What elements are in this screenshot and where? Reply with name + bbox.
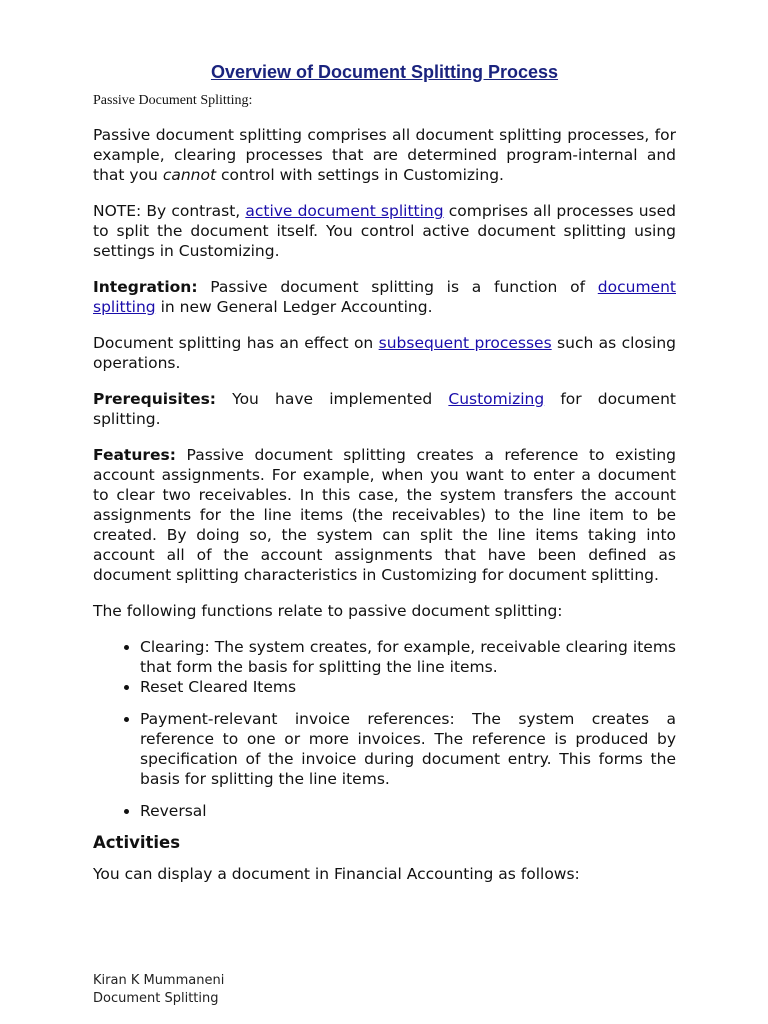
list-item: • Reversal <box>140 801 676 821</box>
paragraph-display-document: You can display a document in Financial Accounting as follows: <box>93 865 580 883</box>
paragraph-functions-intro: The following functions relate to passive document splitting: <box>93 602 563 620</box>
link-subsequent-processes[interactable]: subsequent processes <box>378 334 552 352</box>
label-integration: Integration: <box>93 278 198 296</box>
label-prerequisites: Prerequisites: <box>93 390 217 408</box>
label-features: Features: <box>93 446 176 464</box>
page-footer <box>93 972 224 1008</box>
paragraph-passive-definition: Passive document splitting comprises all document splitting processes, for example, clearing processes that are determined program-internal and that you cannot control with settings in Customizing. <box>93 126 676 184</box>
document-page <box>93 62 676 884</box>
paragraph-integration: Integration: Passive document splitting is a function of document splitting in new General Ledger Accounting. <box>93 278 676 316</box>
section-subheading: Passive Document Splitting: <box>93 93 253 108</box>
footer-author: Kiran K Mummaneni <box>93 973 225 988</box>
paragraph-features: Features: Passive document splitting creates a reference to existing account assignments. For example, when you want to enter a document to clear two receivables. In this case, the system transfers the account assignments for the line items (the receivables) to the line item to be created. By doing so, the system can split the line items taking into account all of the account assignments that have been defined as document splitting characteristics in Customizing for document splitting. <box>93 446 676 584</box>
link-document-splitting[interactable]: document splitting <box>93 278 676 316</box>
activities-heading: Activities <box>93 833 181 852</box>
paragraph-effect: Document splitting has an effect on subsequent processes such as closing operations. <box>93 334 676 372</box>
page-title: Overview of Document Splitting Process <box>210 62 559 82</box>
link-active-document-splitting[interactable]: active document splitting <box>245 202 444 220</box>
emphasis-cannot: cannot <box>162 166 217 184</box>
list-item: • Payment-relevant invoice references: The system creates a reference to one or more invoices. The reference is produced by specification of the invoice during document entry. This forms the basis for splitting the line items. <box>140 709 676 789</box>
list-item: • Clearing: The system creates, for example, receivable clearing items that form the basis for splitting the line items. <box>140 637 676 677</box>
paragraph-note: NOTE: By contrast, active document splitting comprises all processes used to split the document itself. You control active document splitting using settings in Customizing. <box>93 202 676 260</box>
footer-document-name: Document Splitting <box>93 991 219 1006</box>
paragraph-prerequisites: Prerequisites: You have implemented Customizing for document splitting. <box>93 390 676 428</box>
link-customizing[interactable]: Customizing <box>448 390 545 408</box>
list-item: • Reset Cleared Items <box>140 677 676 697</box>
functions-list <box>93 637 676 821</box>
